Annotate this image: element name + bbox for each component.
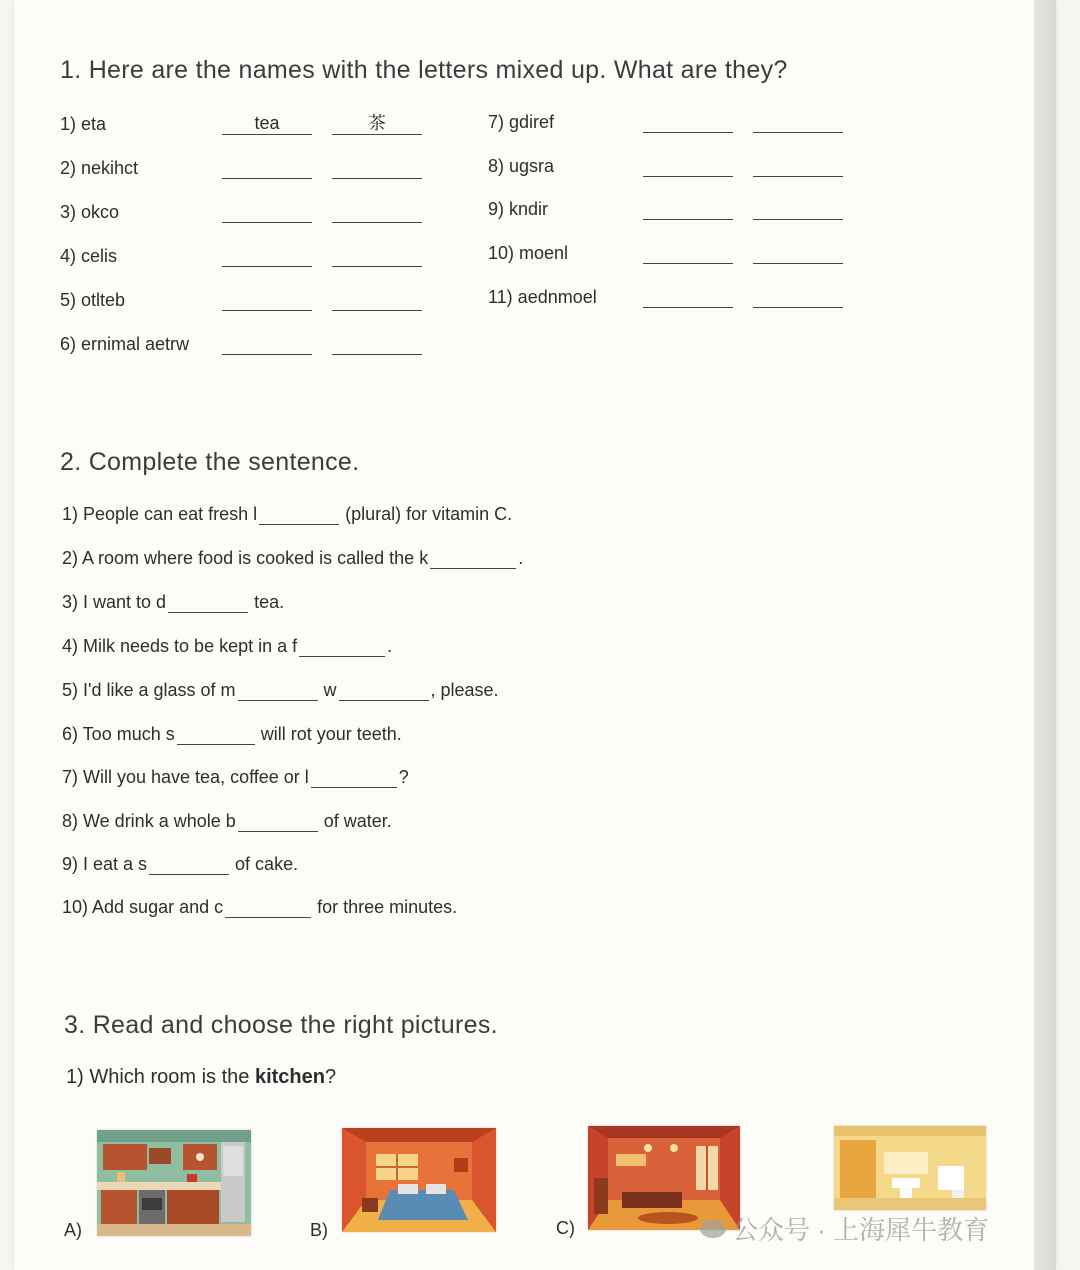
sentence-3 xyxy=(62,592,284,613)
sentence-6-blank[interactable] xyxy=(177,726,255,745)
answer-blank-8a[interactable] xyxy=(643,154,733,177)
answer-blank-9b[interactable] xyxy=(753,197,843,220)
answer-blank-10b[interactable] xyxy=(753,241,843,264)
answer-blank-10a[interactable] xyxy=(643,241,733,264)
sentence-5-end: , please. xyxy=(430,680,499,700)
sentence-4-end: . xyxy=(387,636,393,656)
sentence-1 xyxy=(62,504,512,525)
answer-blank-2a[interactable] xyxy=(222,156,312,179)
section1-heading: 1. Here are the names with the letters mixed up. What are they? xyxy=(60,56,788,84)
sentence-1-blank[interactable] xyxy=(259,506,339,525)
sentence-9-start: 9) I eat a s xyxy=(62,854,148,874)
page-edge xyxy=(1034,0,1056,1270)
answer-blank-8b[interactable] xyxy=(753,154,843,177)
sentence-9-blank[interactable] xyxy=(149,856,229,875)
answer-blank-9a[interactable] xyxy=(643,197,733,220)
sentence-5 xyxy=(62,680,499,701)
sentence-4-start: 4) Milk needs to be kept in a f xyxy=(62,636,298,656)
answer-blank-3a[interactable] xyxy=(222,200,312,223)
question-kitchen xyxy=(66,1066,336,1089)
answer-blank-3b[interactable] xyxy=(332,200,422,223)
answer-blank-5a[interactable] xyxy=(222,288,312,311)
answer-blank-11a[interactable] xyxy=(643,285,733,308)
unscramble-item-4: 4) celis xyxy=(60,246,118,266)
sentence-3-blank[interactable] xyxy=(168,594,248,613)
bathroom-picture[interactable] xyxy=(834,1126,986,1210)
sentence-7-end: ? xyxy=(398,767,409,787)
option-a-label[interactable]: A) xyxy=(64,1220,82,1240)
sentence-1-start: 1) People can eat fresh l xyxy=(62,504,258,524)
answer-blank-1a[interactable]: tea xyxy=(222,112,312,135)
sentence-10 xyxy=(62,897,457,918)
sentence-10-end: for three minutes. xyxy=(317,897,458,917)
sentence-9-end: of cake. xyxy=(235,854,299,874)
unscramble-item-10: 10) moenl xyxy=(488,243,569,263)
option-c-label[interactable]: C) xyxy=(556,1218,575,1238)
watermark-text: 公众号 · 上海犀牛教育 xyxy=(732,1215,990,1245)
sentence-8-blank[interactable] xyxy=(238,813,318,832)
sentence-5-start: 5) I'd like a glass of m xyxy=(62,680,236,700)
sentence-7-blank[interactable] xyxy=(311,769,397,788)
sentence-3-start: 3) I want to d xyxy=(62,592,167,612)
bathroom-illustration xyxy=(834,1126,986,1210)
answer-blank-5b[interactable] xyxy=(332,288,422,311)
unscramble-item-7: 7) gdiref xyxy=(488,112,555,132)
sentence-6-end: will rot your teeth. xyxy=(260,724,402,744)
sentence-2-blank[interactable] xyxy=(430,550,516,569)
sentence-2-start: 2) A room where food is cooked is called the k xyxy=(62,548,429,568)
unscramble-item-6: 6) ernimal aetrw xyxy=(60,334,190,354)
answer-blank-6b[interactable] xyxy=(332,332,422,355)
answer-blank-11b[interactable] xyxy=(753,285,843,308)
answer-blank-6a[interactable] xyxy=(222,332,312,355)
sentence-4-blank[interactable] xyxy=(299,638,385,657)
unscramble-item-11: 11) aednmoel xyxy=(488,287,597,307)
sentence-3-end: tea. xyxy=(254,592,285,612)
question-suffix: ? xyxy=(324,1066,337,1088)
unscramble-item-5: 5) otlteb xyxy=(60,290,126,310)
answer-blank-2b[interactable] xyxy=(332,156,422,179)
unscramble-item-9: 9) kndir xyxy=(488,199,549,219)
sentence-8-end: of water. xyxy=(323,811,392,831)
bedroom-illustration xyxy=(342,1128,496,1232)
question-prefix: 1) Which room is the xyxy=(66,1066,255,1088)
option-b-label[interactable]: B) xyxy=(310,1220,328,1240)
section2-heading: 2. Complete the sentence. xyxy=(60,448,360,476)
answer-blank-7a[interactable] xyxy=(643,110,733,133)
sentence-6-start: 6) Too much s xyxy=(62,724,175,744)
bedroom-picture[interactable] xyxy=(342,1128,496,1232)
sentence-7-start: 7) Will you have tea, coffee or l xyxy=(62,767,309,787)
sentence-5-mid: w xyxy=(323,680,337,700)
sentence-8 xyxy=(62,811,392,832)
wechat-icon xyxy=(700,1220,726,1238)
sentence-8-start: 8) We drink a whole b xyxy=(62,811,236,831)
sentence-2 xyxy=(62,548,523,569)
sentence-10-start: 10) Add sugar and c xyxy=(62,897,224,917)
answer-blank-7b[interactable] xyxy=(753,110,843,133)
sentence-5-blank-2[interactable] xyxy=(339,682,429,701)
answer-blank-4a[interactable] xyxy=(222,244,312,267)
unscramble-item-3: 3) okco xyxy=(60,202,120,222)
unscramble-item-8: 8) ugsra xyxy=(488,156,555,176)
question-keyword: kitchen xyxy=(254,1066,325,1088)
sentence-10-blank[interactable] xyxy=(225,899,311,918)
unscramble-item-2: 2) nekihct xyxy=(60,158,139,178)
sentence-9 xyxy=(62,854,298,875)
section3-heading: 3. Read and choose the right pictures. xyxy=(64,1011,498,1039)
kitchen-illustration xyxy=(97,1130,251,1236)
sentence-1-end: (plural) for vitamin C. xyxy=(345,504,513,524)
answer-blank-1b[interactable]: 茶 xyxy=(332,112,422,135)
kitchen-picture[interactable] xyxy=(97,1130,251,1236)
unscramble-item-1: 1) eta xyxy=(60,114,107,134)
sentence-2-end: . xyxy=(518,548,524,568)
sentence-6 xyxy=(62,724,402,745)
sentence-7 xyxy=(62,767,409,788)
answer-blank-4b[interactable] xyxy=(332,244,422,267)
sentence-5-blank-1[interactable] xyxy=(238,682,318,701)
sentence-4 xyxy=(62,636,392,657)
watermark xyxy=(700,1210,989,1247)
